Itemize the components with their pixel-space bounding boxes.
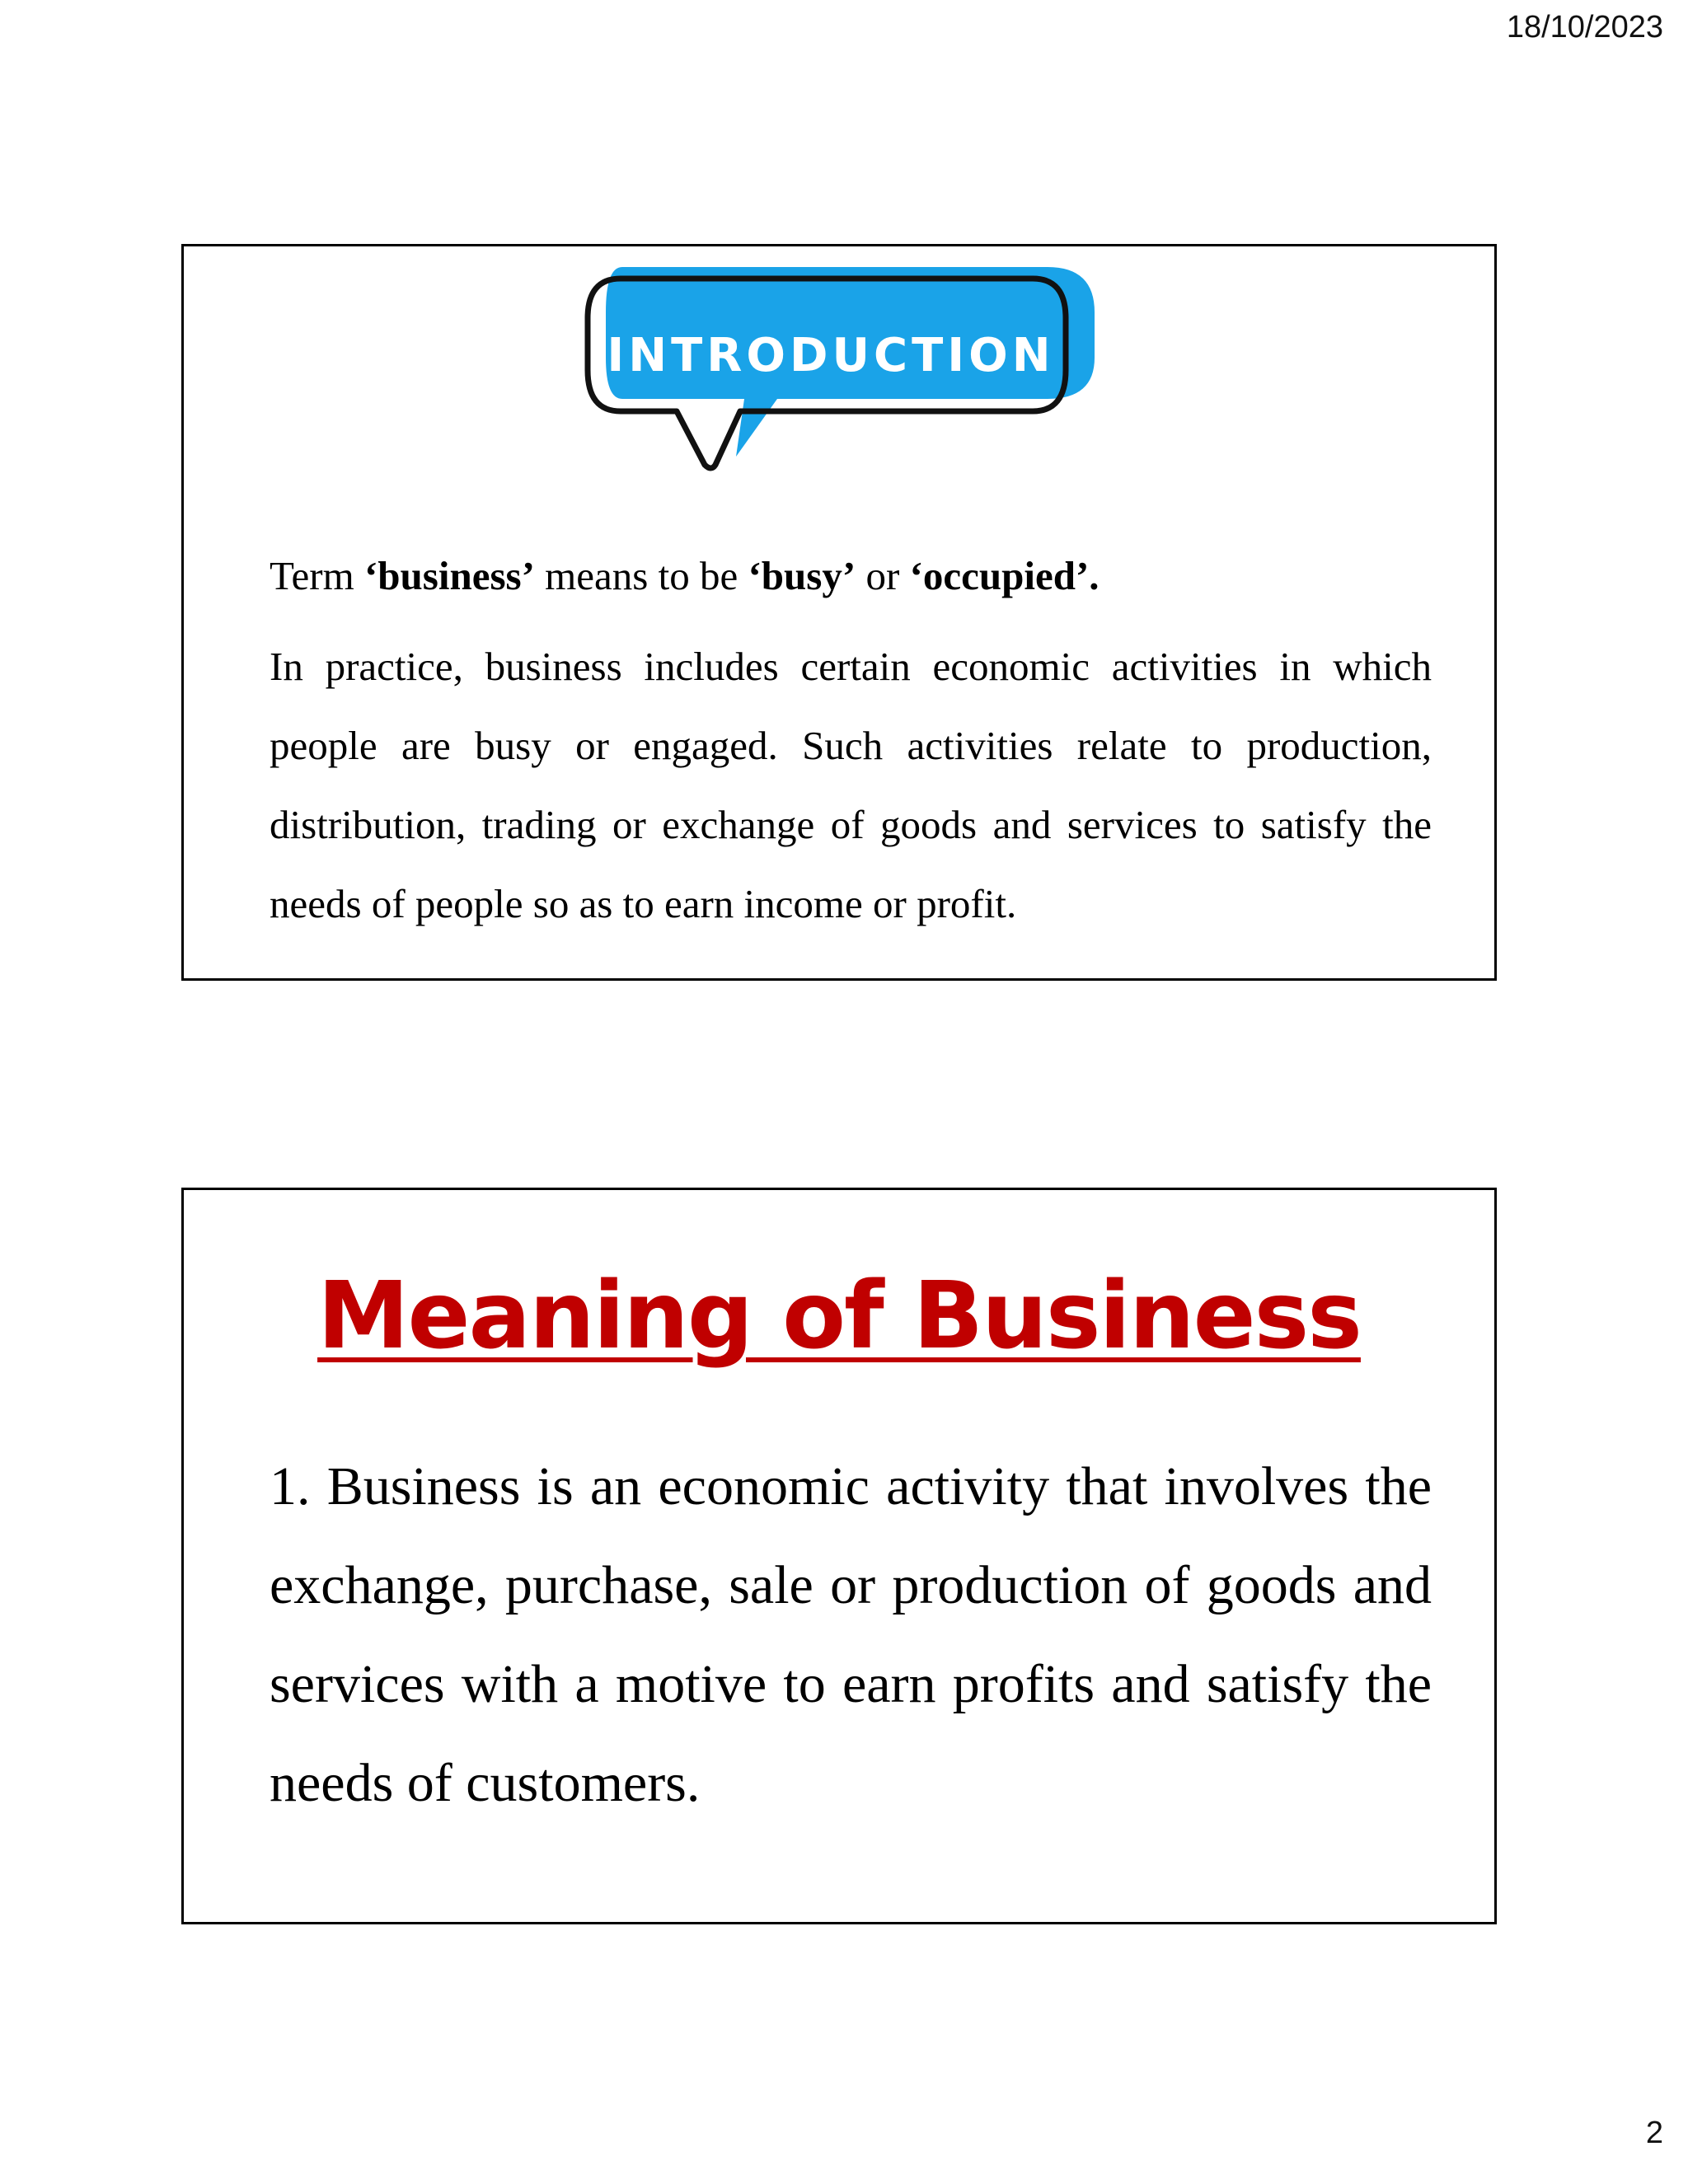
page-number: 2 — [1645, 2116, 1663, 2150]
introduction-paragraph: In practice, business includes certain economic activities in which people are busy or engaged. Such activities relate to production, distribution, trading or exchange of goods and services to satisfy the needs of people so as to earn income or profit. — [270, 644, 1432, 926]
term-occupied: ‘occupied’. — [909, 553, 1100, 598]
page-date: 18/10/2023 — [1506, 10, 1663, 45]
slide-title: Meaning of Business — [317, 1263, 1361, 1370]
introduction-badge — [571, 267, 1115, 490]
text-span: or — [856, 553, 910, 598]
definition-line — [270, 537, 1432, 616]
term-busy: ‘busy’ — [748, 553, 856, 598]
meaning-body — [270, 1437, 1432, 1833]
meaning-paragraph: 1. Business is an economic activity that involves the exchange, purchase, sale or production of goods and services with a motive to earn profits and satisfy the needs of customers. — [270, 1456, 1432, 1813]
introduction-label: INTRODUCTION — [607, 329, 1055, 382]
slide-meaning-of-business — [181, 1188, 1497, 1924]
term-business: ‘business’ — [363, 553, 535, 598]
slide-title-wrapper — [184, 1263, 1494, 1370]
introduction-body — [270, 537, 1432, 944]
slide-introduction — [181, 244, 1497, 981]
text-span: Term — [270, 553, 364, 598]
text-span: means to be — [534, 553, 748, 598]
